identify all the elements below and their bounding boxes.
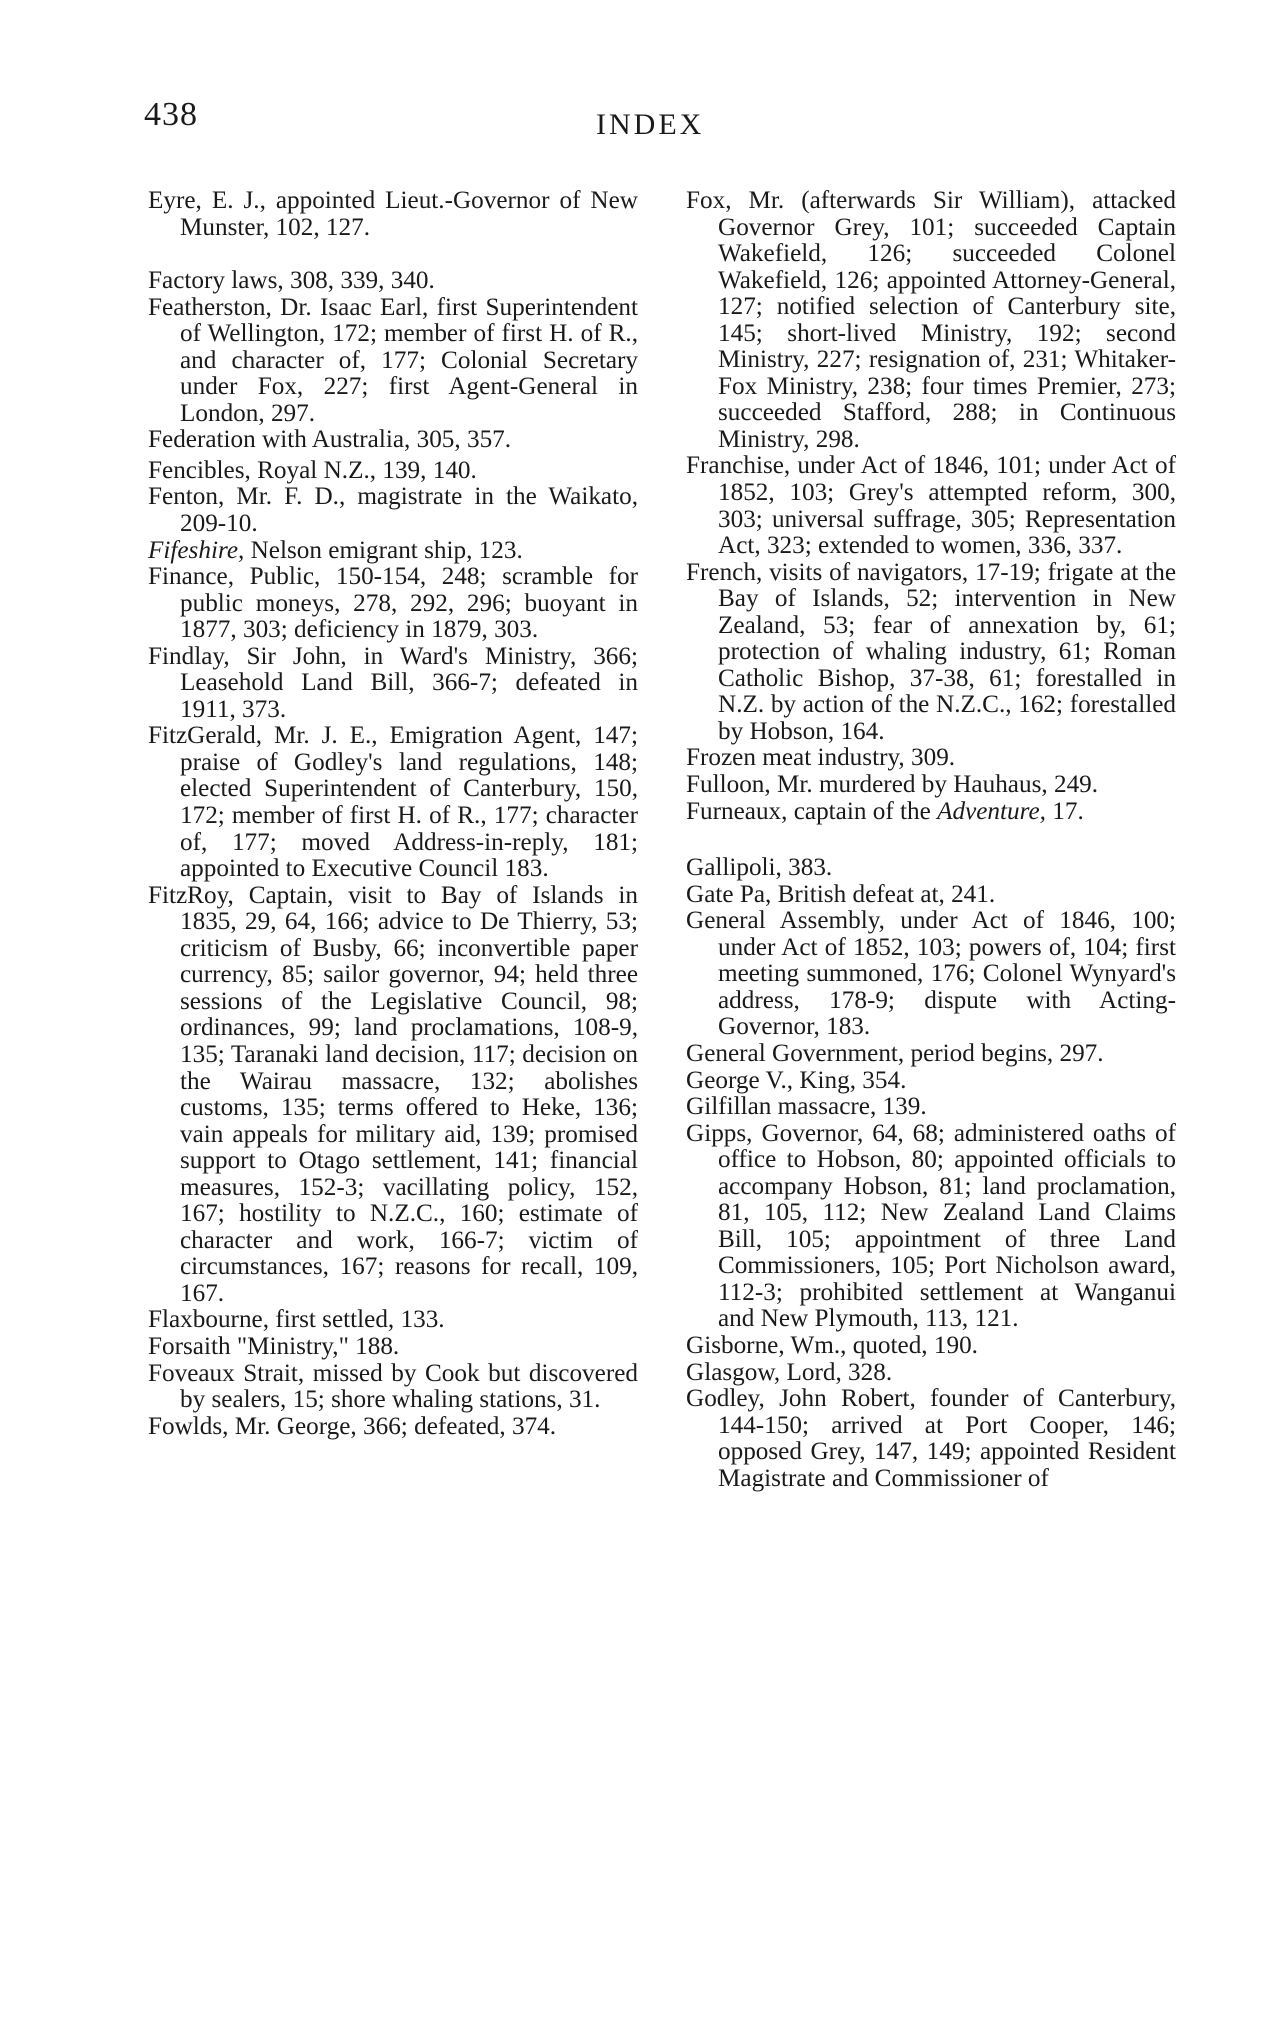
index-entry: Forsaith "Ministry," 188. [148,1332,400,1360]
index-column-right [686,188,1176,1492]
index-entry: General Assembly, under Act of 1846, 100; under Act of 1852, 103; powers of, 104; first meeting summoned, 176; Colonel Wynyard's address, 178-9; dispute with Acting-Governor, 183. [686,907,1176,1041]
index-entry: Fox, Mr. (afterwards Sir William), attacked Governor Grey, 101; succeeded Captain Wakefield, 126; succeeded Colonel Wakefield, 126; appointed Attorney-General, 127; notified selection of Canterbury site, 145; short-lived Ministry, 192; second Ministry, 227; resignation of, 231; Whitaker-Fox Ministry, 238; four times Premier, 273; succeeded Stafford, 288; in Continuous Ministry, 298. [686,187,1176,453]
index-entry: General Government, period begins, 297. [686,1039,1104,1067]
index-entry: Foveaux Strait, missed by Cook but discovered by sealers, 15; shore whaling stations, 31. [148,1359,638,1414]
index-entry: Franchise, under Act of 1846, 101; under Act of 1852, 103; Grey's attempted reform, 300, 303; universal suffrage, 305; Representation Act, 323; extended to women, 336, 337. [686,452,1176,560]
index-entry: FitzRoy, Captain, visit to Bay of Islands in 1835, 29, 64, 166; advice to De Thierry, 53; criticism of Busby, 66; inconvertible paper currency, 85; sailor governor, 94; held three sessions of the Legislative Council, 98; ordinances, 99; land proclamations, 108-9, 135; Taranaki land decision, 117; decision on the Wairau massacre, 132; abolishes customs, 135; terms offered to Heke, 136; vain appeals for military aid, 139; promised support to Otago settlement, 141; financial measures, 152-3; vacillating policy, 152, 167; hostility to N.Z.C., 160; estimate of character and work, 166-7; victim of circumstances, 167; reasons for recall, 109, 167. [148,881,638,1307]
index-entry: French, visits of navigators, 17-19; frigate at the Bay of Islands, 52; intervention in New Zealand, 53; fear of annexation by, 61; protection of whaling industry, 61; Roman Catholic Bishop, 37-38, 61; forestalled in N.Z. by action of the N.Z.C., 162; forestalled by Hobson, 164. [686,558,1176,745]
index-column-left [148,188,638,1440]
index-entry: Federation with Australia, 305, 357. [148,426,512,454]
running-head: INDEX [596,108,705,141]
index-entry: Factory laws, 308, 339, 340. [148,267,435,295]
index-entry: Flaxbourne, first settled, 133. [148,1306,445,1334]
index-entry: Gallipoli, 383. [686,854,833,882]
index-entry: FitzGerald, Mr. J. E., Emigration Agent, 147; praise of Godley's land regulations, 148; elected Superintendent of Canterbury, 150, 172; member of first H. of R., 177; character of, 177; moved Address-in-reply, 181; appointed to Executive Council 183. [148,722,638,883]
index-entry: Fulloon, Mr. murdered by Hauhaus, 249. [686,771,1099,799]
index-entry: Gipps, Governor, 64, 68; administered oaths of office to Hobson, 80; appointed officials to accompany Hobson, 81; land proclamation, 81, 105, 112; New Zealand Land Claims Bill, 105; appointment of three Land Commissioners, 105; Port Nicholson award, 112-3; prohibited settlement at Wanganui and New Plymouth, 113, 121. [686,1119,1176,1333]
index-entry: Fowlds, Mr. George, 366; defeated, 374. [148,1412,557,1440]
index-entry: Godley, John Robert, founder of Canterbury, 144-150; arrived at Port Cooper, 146; opposed Grey, 147, 149; appointed Resident Magistrate and Commissioner of [686,1385,1176,1492]
index-entry: Fencibles, Royal N.Z., 139, 140. [148,456,477,484]
index-entry: Eyre, E. J., appointed Lieut.-Governor of New Munster, 102, 127. [148,187,638,241]
index-entry: Fifeshire, Nelson emigrant ship, 123. [148,536,523,564]
index-entry: Finance, Public, 150-154, 248; scramble for public moneys, 278, 292, 296; buoyant in 1877, 303; deficiency in 1879, 303. [148,563,638,644]
index-entry: Fenton, Mr. F. D., magistrate in the Waikato, 209-10. [148,483,638,538]
index-entry: Furneaux, captain of the Adventure, 17. [686,797,1084,825]
index-entry: Frozen meat industry, 309. [686,744,956,772]
index-entry: Gisborne, Wm., quoted, 190. [686,1331,978,1359]
index-entry: Gilfillan massacre, 139. [686,1093,927,1121]
index-entry: Featherston, Dr. Isaac Earl, first Superintendent of Wellington, 172; member of first H. of R., and character of, 177; Colonial Secretary under Fox, 227; first Agent-General in London, 297. [148,293,638,427]
index-entry: Glasgow, Lord, 328. [686,1358,893,1386]
index-entry: Gate Pa, British defeat at, 241. [686,880,996,908]
page-number: 438 [144,96,198,133]
index-entry: Findlay, Sir John, in Ward's Ministry, 366; Leasehold Land Bill, 366-7; defeated in 1911, 373. [148,642,638,723]
index-entry: George V., King, 354. [686,1066,907,1094]
